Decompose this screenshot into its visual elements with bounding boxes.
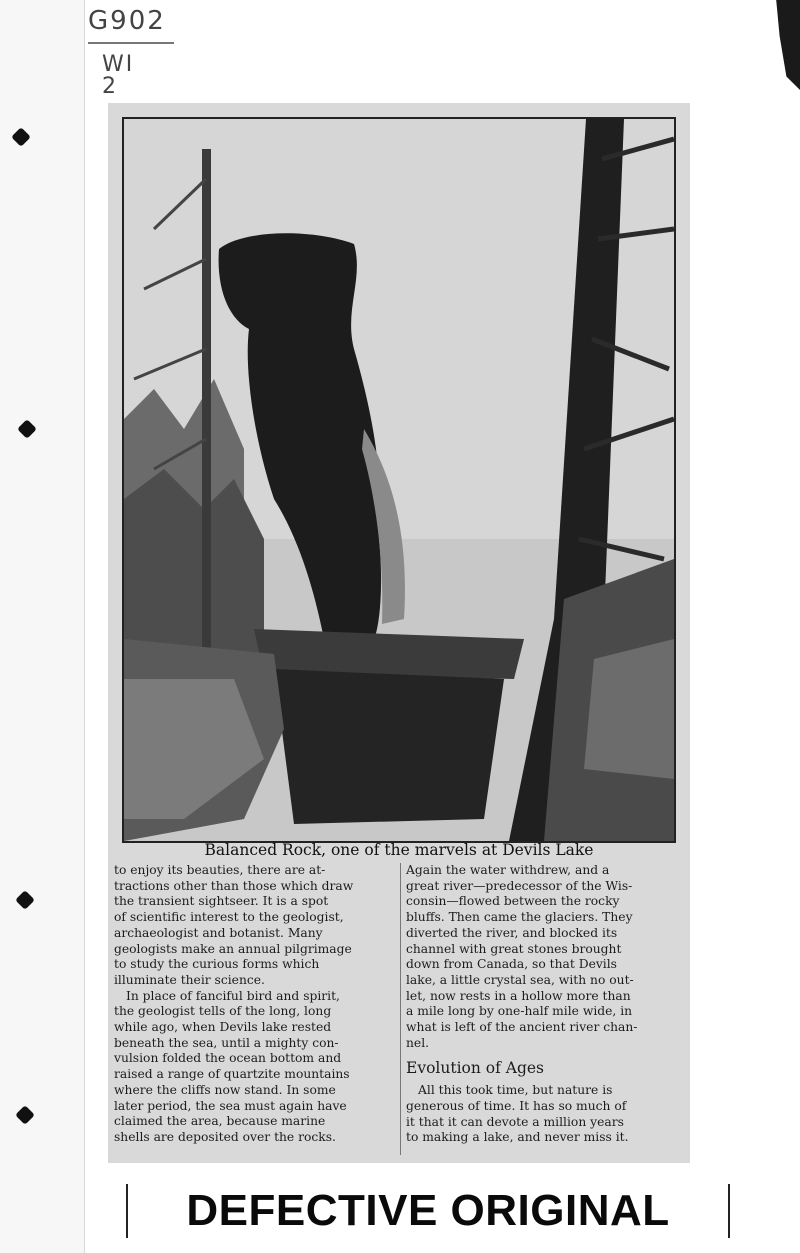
handwritten-sub-code: WI: [102, 52, 135, 77]
right-paragraph-2: All this took time, but nature is generous of time. It has so much of it that it can devote a million years to making a lake, and never miss it.: [406, 1083, 629, 1145]
article-column-right: [406, 863, 688, 1146]
article-column-left: [114, 863, 396, 1146]
binder-mark: [15, 1105, 35, 1125]
right-paragraph-1: Again the water withdrew, and a great river—predecessor of the Wis- consin—flowed between the rocky bluffs. Then came the glaciers. They diverted the river, and blocked its channel with great stones brought down from Canada, so that Devils lake, a little crystal sea, with no out- let, now rests in a hollow more than a mile long by one-half mile wide, in what is left of the ancient river chan- nel.: [406, 863, 638, 1050]
handwritten-sub: [102, 54, 134, 98]
balanced-rock-photo: [122, 117, 676, 843]
binder-mark: [15, 890, 35, 910]
binder-mark: [11, 127, 31, 147]
handwritten-code: G902: [88, 6, 166, 36]
column-divider: [400, 863, 401, 1155]
binder-edge: [0, 0, 85, 1253]
defective-original-stamp: DEFECTIVE ORIGINAL: [126, 1184, 730, 1238]
binder-mark: [17, 419, 37, 439]
section-heading: Evolution of Ages: [406, 1059, 545, 1078]
newspaper-clipping: [108, 103, 690, 1163]
torn-corner: [766, 0, 800, 90]
handwritten-underline: [88, 42, 174, 44]
left-paragraph-2: In place of fanciful bird and spirit, the geologist tells of the long, long while ago, when Devils lake rested beneath the sea, until a mighty con- vulsion folded the ocean bottom and raised a range of quartzite mountains where the cliffs now stand. In some later period, the sea must again have claimed the area, because marine shells are deposited over the rocks.: [114, 988, 350, 1144]
photo-illustration: [124, 119, 674, 841]
photo-caption: Balanced Rock, one of the marvels at Devils Lake: [204, 841, 594, 859]
left-paragraph-1: to enjoy its beauties, there are at- tractions other than those which draw the transient sightseer. It is a spot of scientific interest to the geologist, archaeologist and botanist. Many geologists make an annual pilgrimage to study the curious forms which illuminate their science.: [114, 863, 354, 987]
handwritten-notes: [88, 6, 166, 99]
handwritten-page-number: 2: [102, 74, 118, 99]
